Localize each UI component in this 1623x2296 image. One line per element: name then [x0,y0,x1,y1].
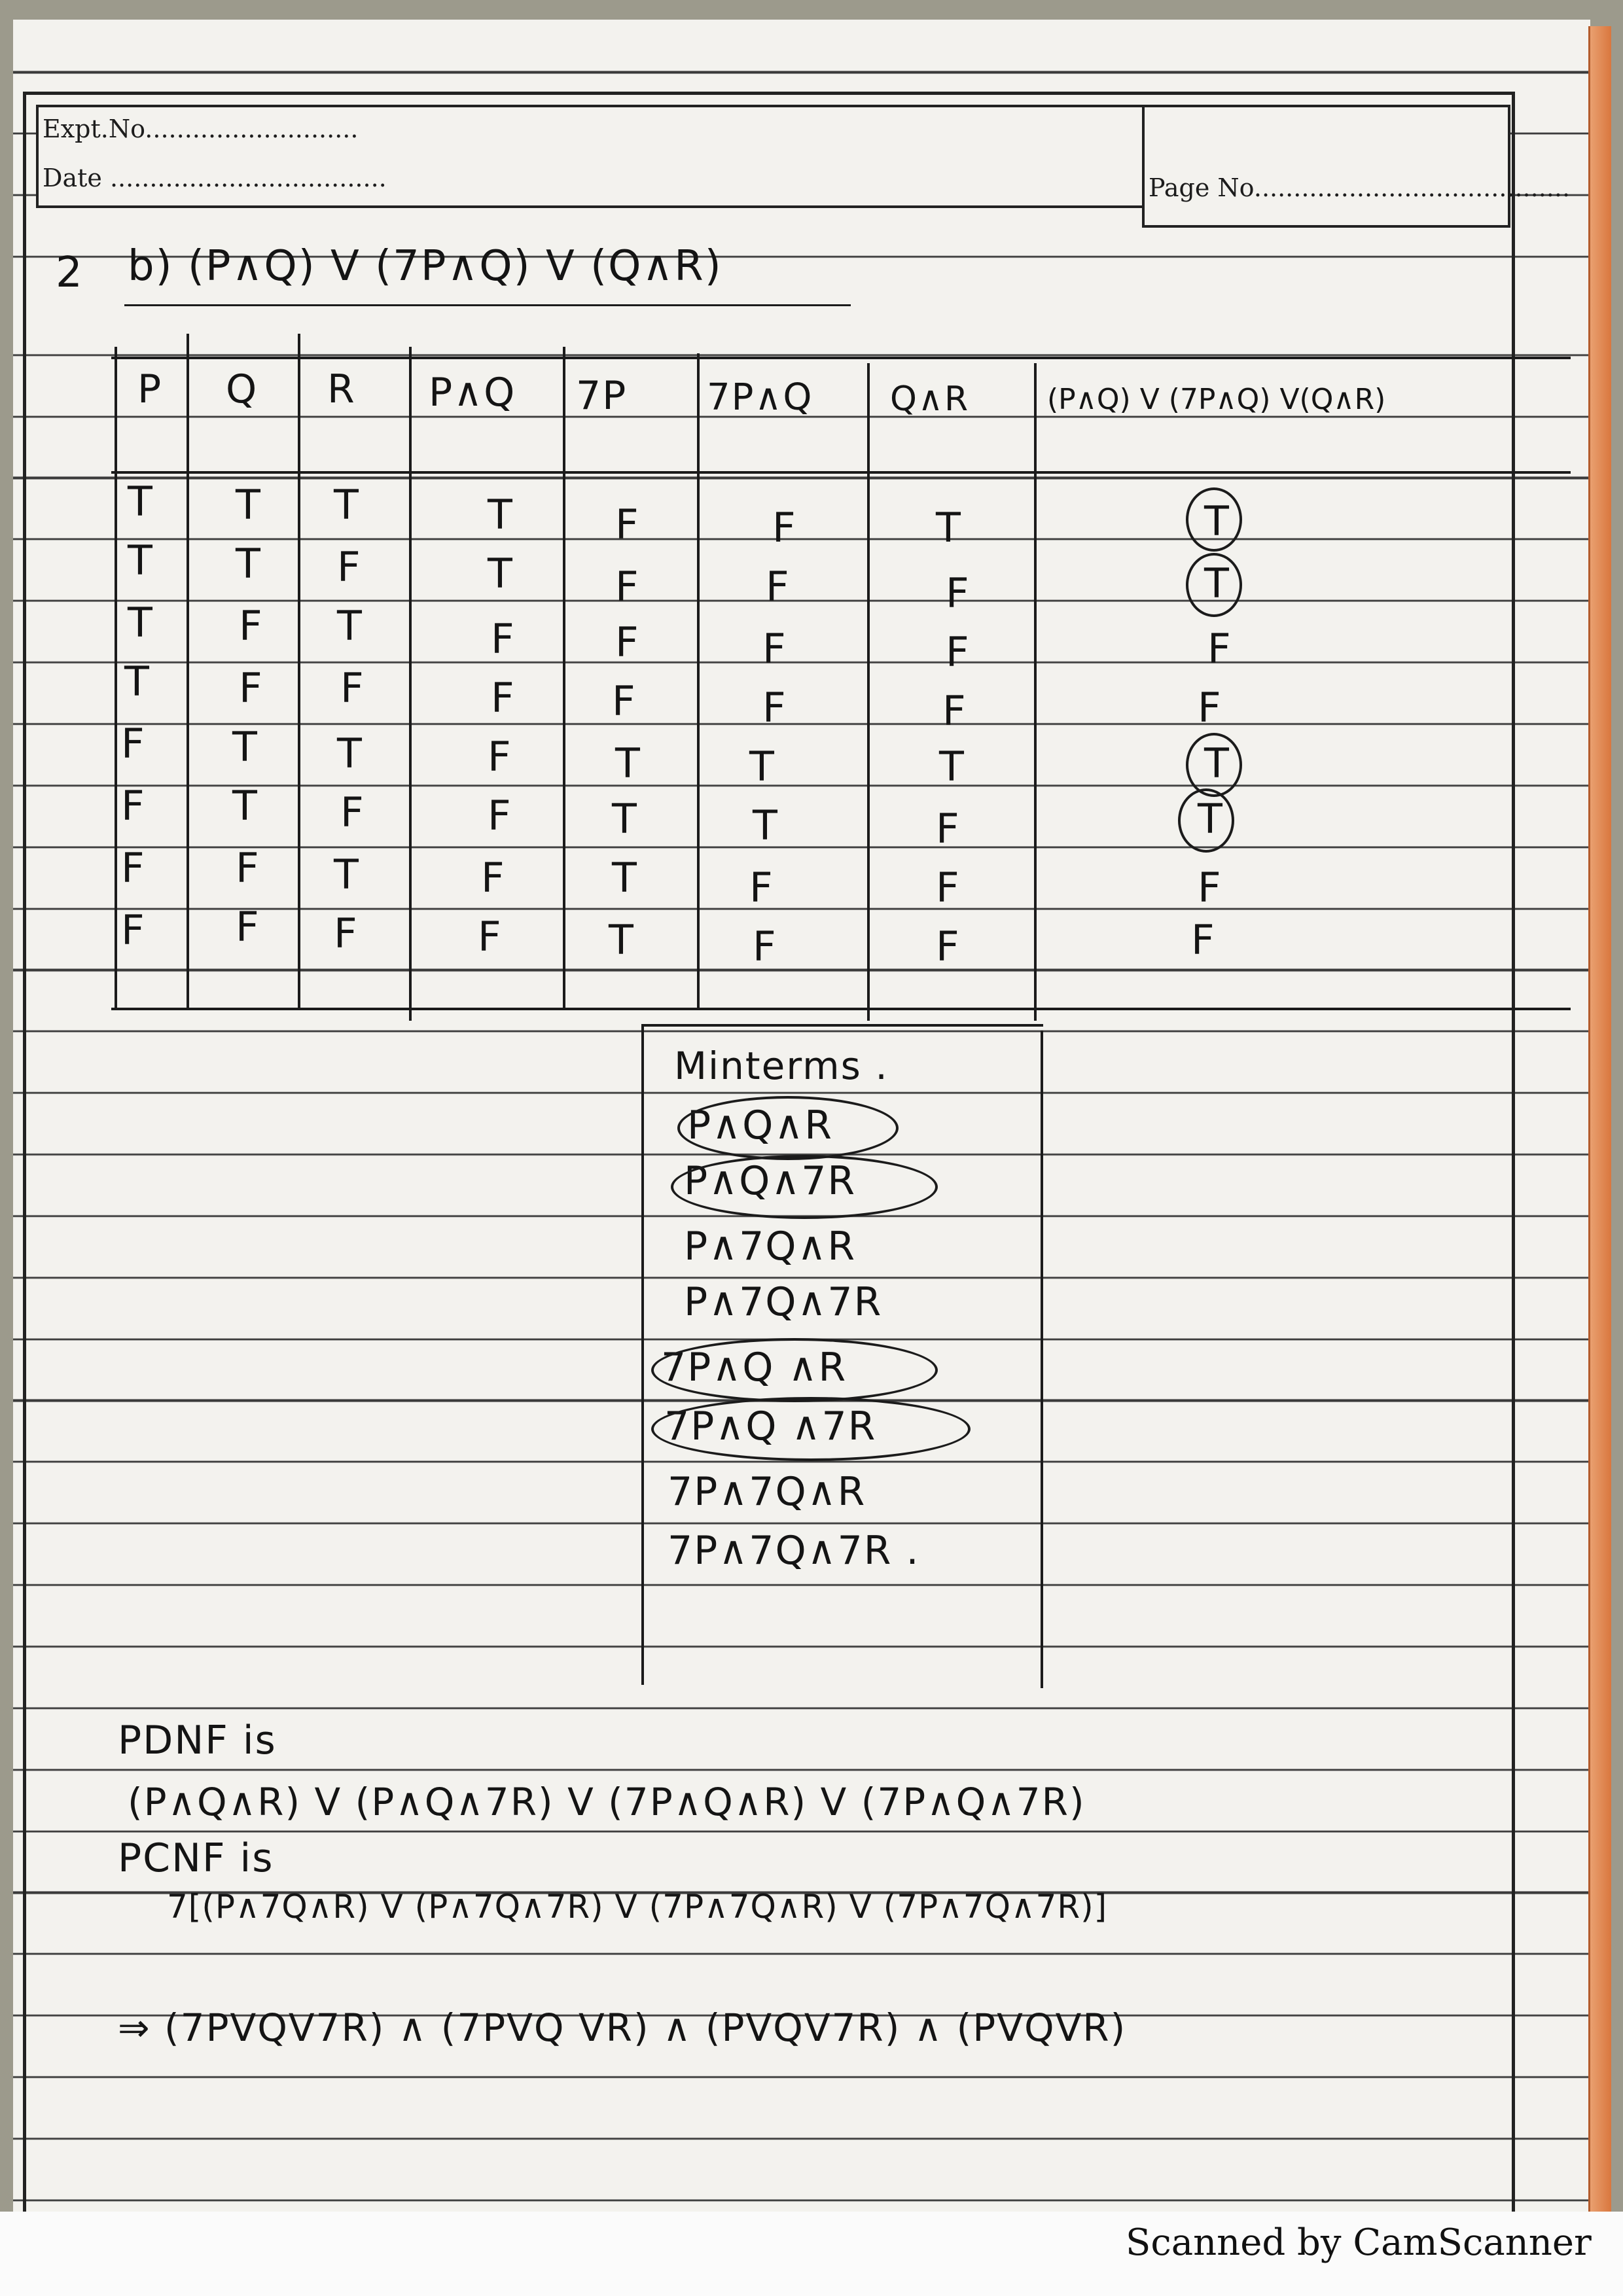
header-p-and-q: P∧Q [429,370,516,415]
cell-r2-pq: T [488,550,514,597]
cell-r5-r: T [337,730,363,777]
minterm-1: P∧Q∧R [687,1103,833,1148]
cell-r7-p: F [121,844,146,892]
cell-r7-np: T [612,854,638,902]
minterms-box-left [641,1024,644,1685]
cell-r8-result: F [1191,916,1216,964]
cell-r5-np: T [615,739,641,787]
result-circle-r5 [1186,733,1242,797]
cell-r2-p: T [128,537,154,584]
header-p: P [137,366,163,412]
scanner-watermark: Scanned by CamScanner [1126,2221,1592,2264]
header-q-and-r: Q∧R [890,380,970,419]
cell-r4-r: F [340,664,365,712]
cell-r2-np: F [615,563,640,610]
col-line-1 [187,334,189,1008]
cell-r3-np: F [615,618,640,666]
cell-r4-q: F [239,664,264,712]
expt-no-label: Expt.No........................... [43,115,359,143]
cell-r8-qr: F [936,923,961,970]
col-line-4 [563,347,565,1008]
cell-r5-result: T [1204,739,1230,787]
cell-r1-npq: F [772,504,797,552]
cell-r4-npq: F [762,684,787,732]
col-line-3 [409,347,412,1021]
minterms-box-right [1041,1031,1043,1688]
cell-r8-pq: F [478,913,503,961]
cell-r3-p: T [128,599,154,646]
minterm-oval-6 [651,1397,971,1461]
cell-r3-qr: F [946,628,971,676]
cell-r1-qr: T [936,504,962,552]
cell-r6-qr: F [936,805,961,853]
result-circle-r2 [1186,553,1242,617]
header-right-box [1142,105,1510,228]
col-line-6 [867,363,870,1021]
pcnf-result: ⇒ (7PVQV7R) ∧ (7PVQ VR) ∧ (PVQV7R) ∧ (PVQVR) [118,2005,1127,2050]
pdnf-label: PDNF is [118,1718,277,1763]
header-not-p-and-q: 7P∧Q [707,376,813,419]
result-circle-r6 [1178,788,1234,853]
cell-r8-r: F [334,910,359,957]
cell-r1-result: T [1204,497,1230,545]
cell-r6-q: T [232,782,259,830]
header-not-p: 7P [576,373,628,419]
minterm-5: 7P∧Q ∧R [661,1345,847,1390]
notebook-edge [1588,26,1611,2218]
cell-r8-np: T [609,916,635,964]
cell-r3-pq: F [491,615,516,663]
result-circle-r1 [1186,487,1242,552]
minterm-3: P∧7Q∧R [684,1224,857,1269]
cell-r8-q: F [236,903,260,951]
cell-r1-pq: T [488,491,514,539]
cell-r1-np: F [615,501,640,548]
cell-r8-npq: F [753,923,777,970]
pcnf-label: PCNF is [118,1835,274,1881]
cell-r6-r: F [340,788,365,836]
cell-r2-npq: F [766,563,791,610]
cell-r2-q: T [236,540,262,588]
cell-r6-npq: T [753,802,779,849]
cell-r7-q: F [236,844,260,892]
cell-r1-r: T [334,481,360,529]
cell-r7-pq: F [481,854,506,902]
minterm-2: P∧Q∧7R [684,1158,857,1204]
cell-r3-npq: F [762,625,787,673]
cell-r4-pq: F [491,674,516,722]
question-marker: 2 [56,249,84,297]
table-bottom-line [111,1008,1571,1010]
minterm-oval-5 [651,1338,938,1402]
minterm-8: 7P∧7Q∧7R . [668,1528,920,1574]
cell-r6-p: F [121,782,146,830]
cell-r3-result: F [1207,625,1232,673]
date-label: Date ................................... [43,164,387,192]
minterm-oval-2 [671,1155,938,1219]
cell-r5-qr: T [939,743,965,790]
cell-r6-pq: F [488,792,512,839]
cell-r4-qr: F [942,687,967,735]
header-q: Q [226,366,259,412]
cell-r4-np: F [612,677,637,725]
page-no-label: Page No........................................ [1149,173,1571,202]
cell-r1-q: T [236,481,262,529]
cell-r8-p: F [121,906,146,954]
header-middle-box [370,105,1142,208]
title-underline [124,304,851,306]
cell-r7-r: T [334,851,360,898]
col-line-5 [697,353,700,1008]
cell-r3-q: F [239,602,264,650]
cell-r5-q: T [232,723,259,771]
header-r: R [327,366,356,412]
minterm-4: P∧7Q∧7R [684,1279,883,1325]
cell-r5-p: F [121,720,146,768]
minterm-7: 7P∧7Q∧R [668,1469,866,1515]
cell-r4-p: T [124,658,151,705]
cell-r7-result: F [1198,864,1222,911]
question-title: b) (P∧Q) V (7P∧Q) V (Q∧R) [128,242,722,291]
col-line-0 [115,347,117,1008]
cell-r6-np: T [612,795,638,843]
cell-r6-result: T [1198,795,1224,843]
minterms-title: Minterms . [674,1044,889,1088]
cell-r2-r: F [337,543,362,591]
cell-r7-qr: F [936,864,961,911]
cell-r5-pq: F [488,733,512,781]
cell-r7-npq: F [749,864,774,911]
table-top-line [111,357,1571,359]
cell-r5-npq: T [749,743,776,790]
cell-r1-p: T [128,478,154,525]
table-header-line [111,471,1571,474]
header-result: (P∧Q) V (7P∧Q) V(Q∧R) [1047,383,1386,416]
minterm-6: 7P∧Q ∧7R [664,1404,877,1449]
pdnf-expression: (P∧Q∧R) V (P∧Q∧7R) V (7P∧Q∧R) V (7P∧Q∧7R) [128,1780,1086,1824]
minterms-box-top [641,1024,1043,1027]
cell-r4-result: F [1198,684,1222,732]
minterm-oval-1 [677,1096,899,1160]
col-line-7 [1034,363,1037,1021]
col-line-2 [298,334,300,1008]
cell-r3-r: T [337,602,363,650]
cell-r2-qr: F [946,569,971,617]
cell-r2-result: T [1204,559,1230,607]
pcnf-expression: 7[(P∧7Q∧R) V (P∧7Q∧7R) V (7P∧7Q∧R) V (7P∧7Q∧7R)] [167,1888,1108,1926]
